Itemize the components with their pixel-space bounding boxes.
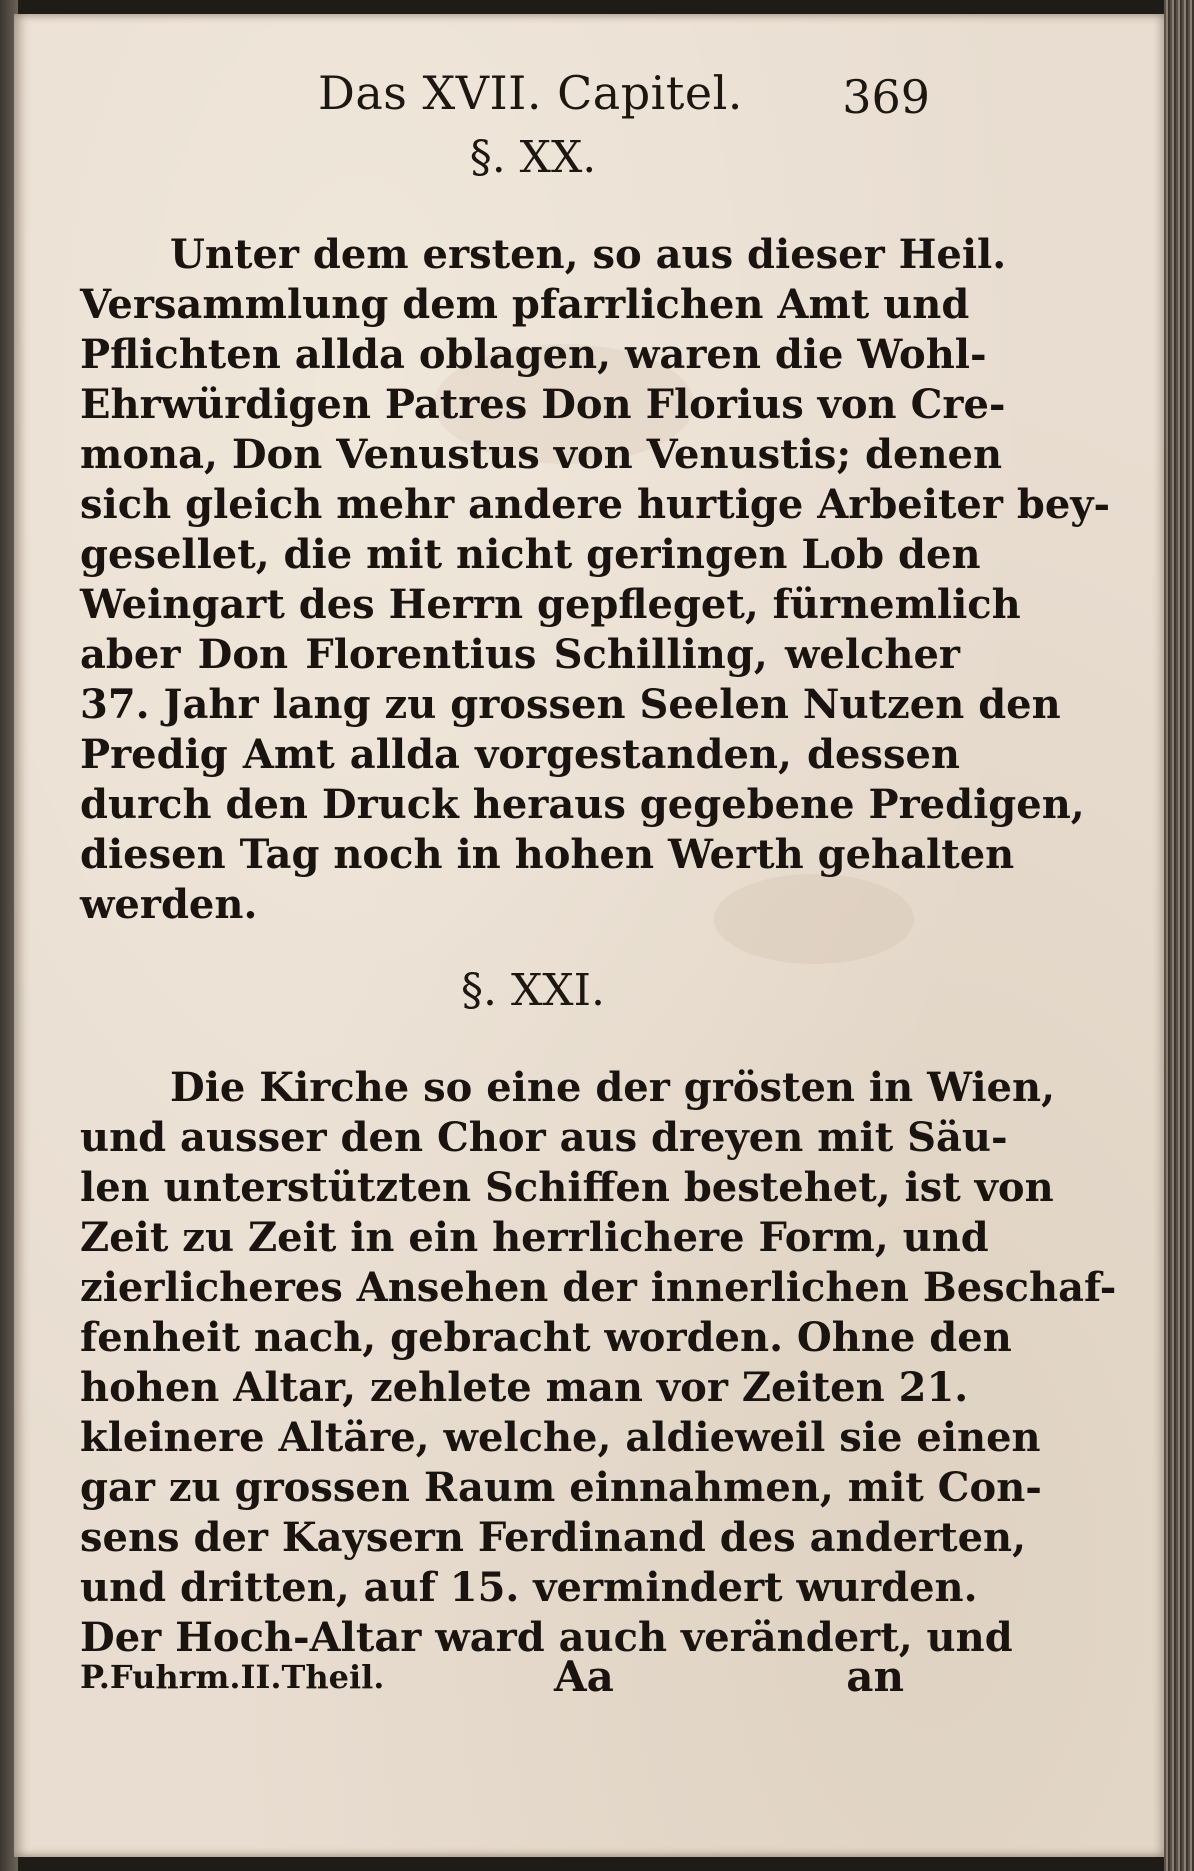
text-line: werden. [80,881,258,928]
page-edges [1164,0,1194,1871]
catchword: an [846,1652,904,1701]
text-line: aber Don Florentius Schilling, welcher [80,631,960,678]
paragraph-section-xx [80,230,1111,930]
text-line: durch den Druck heraus gegebene Predigen, [80,781,1085,828]
text-line: zierlicheres Ansehen der innerlichen Beschaf- [80,1264,1117,1311]
text-line: Der Hoch-Altar ward auch verändert, und [80,1614,1013,1661]
printer-signature: P.Fuhrm.II.Theil. [80,1658,385,1696]
text-line: Pflichten allda oblagen, waren die Wohl- [80,331,987,378]
text-line: gesellet, die mit nicht geringen Lob den [80,531,981,578]
text-line: Die Kirche so eine der grösten in Wien, [170,1064,1055,1111]
section-heading-xxi: §. XXI. [461,965,605,1016]
running-head [318,58,938,128]
text-line: Unter dem ersten, so aus dieser Heil. [170,231,1007,278]
text-line: mona, Don Venustus von Venustis; denen [80,431,1003,478]
text-line: Zeit zu Zeit in ein herrlichere Form, und [80,1214,989,1261]
text-line: Ehrwürdigen Patres Don Florius von Cre- [80,381,1006,428]
text-line: fenheit nach, gebracht worden. Ohne den [80,1314,1012,1361]
text-line: diesen Tag noch in hohen Werth gehalten [80,831,1015,878]
text-line: und ausser den Chor aus dreyen mit Säu- [80,1114,1008,1161]
text-line: sens der Kaysern Ferdinand des anderten, [80,1514,1027,1561]
text-line: Versammlung dem pfarrlichen Amt und [80,281,970,328]
text-line: Weingart des Herrn gepfleget, fürnemlich [80,581,1021,628]
text-line: sich gleich mehr andere hurtige Arbeiter bey- [80,481,1111,528]
paragraph-section-xxi [80,1063,1117,1663]
sheet-mark: Aa [554,1652,614,1701]
text-line: kleinere Altäre, welche, aldieweil sie einen [80,1414,1041,1461]
text-line: len unterstützten Schiffen bestehet, ist von [80,1164,1054,1211]
text-line: 37. Jahr lang zu grossen Seelen Nutzen den [80,681,1061,728]
text-line: Predig Amt allda vorgestanden, dessen [80,731,960,778]
running-head-title: Das XVII. Capitel. [318,66,743,120]
text-line: und dritten, auf 15. vermindert wurden. [80,1564,978,1611]
text-line: hohen Altar, zehlete man vor Zeiten 21. [80,1364,969,1411]
text-line: gar zu grossen Raum einnahmen, mit Con- [80,1464,1042,1511]
page-footer [80,1652,920,1708]
page-number: 369 [842,70,930,124]
section-heading-xx: §. XX. [469,132,597,183]
